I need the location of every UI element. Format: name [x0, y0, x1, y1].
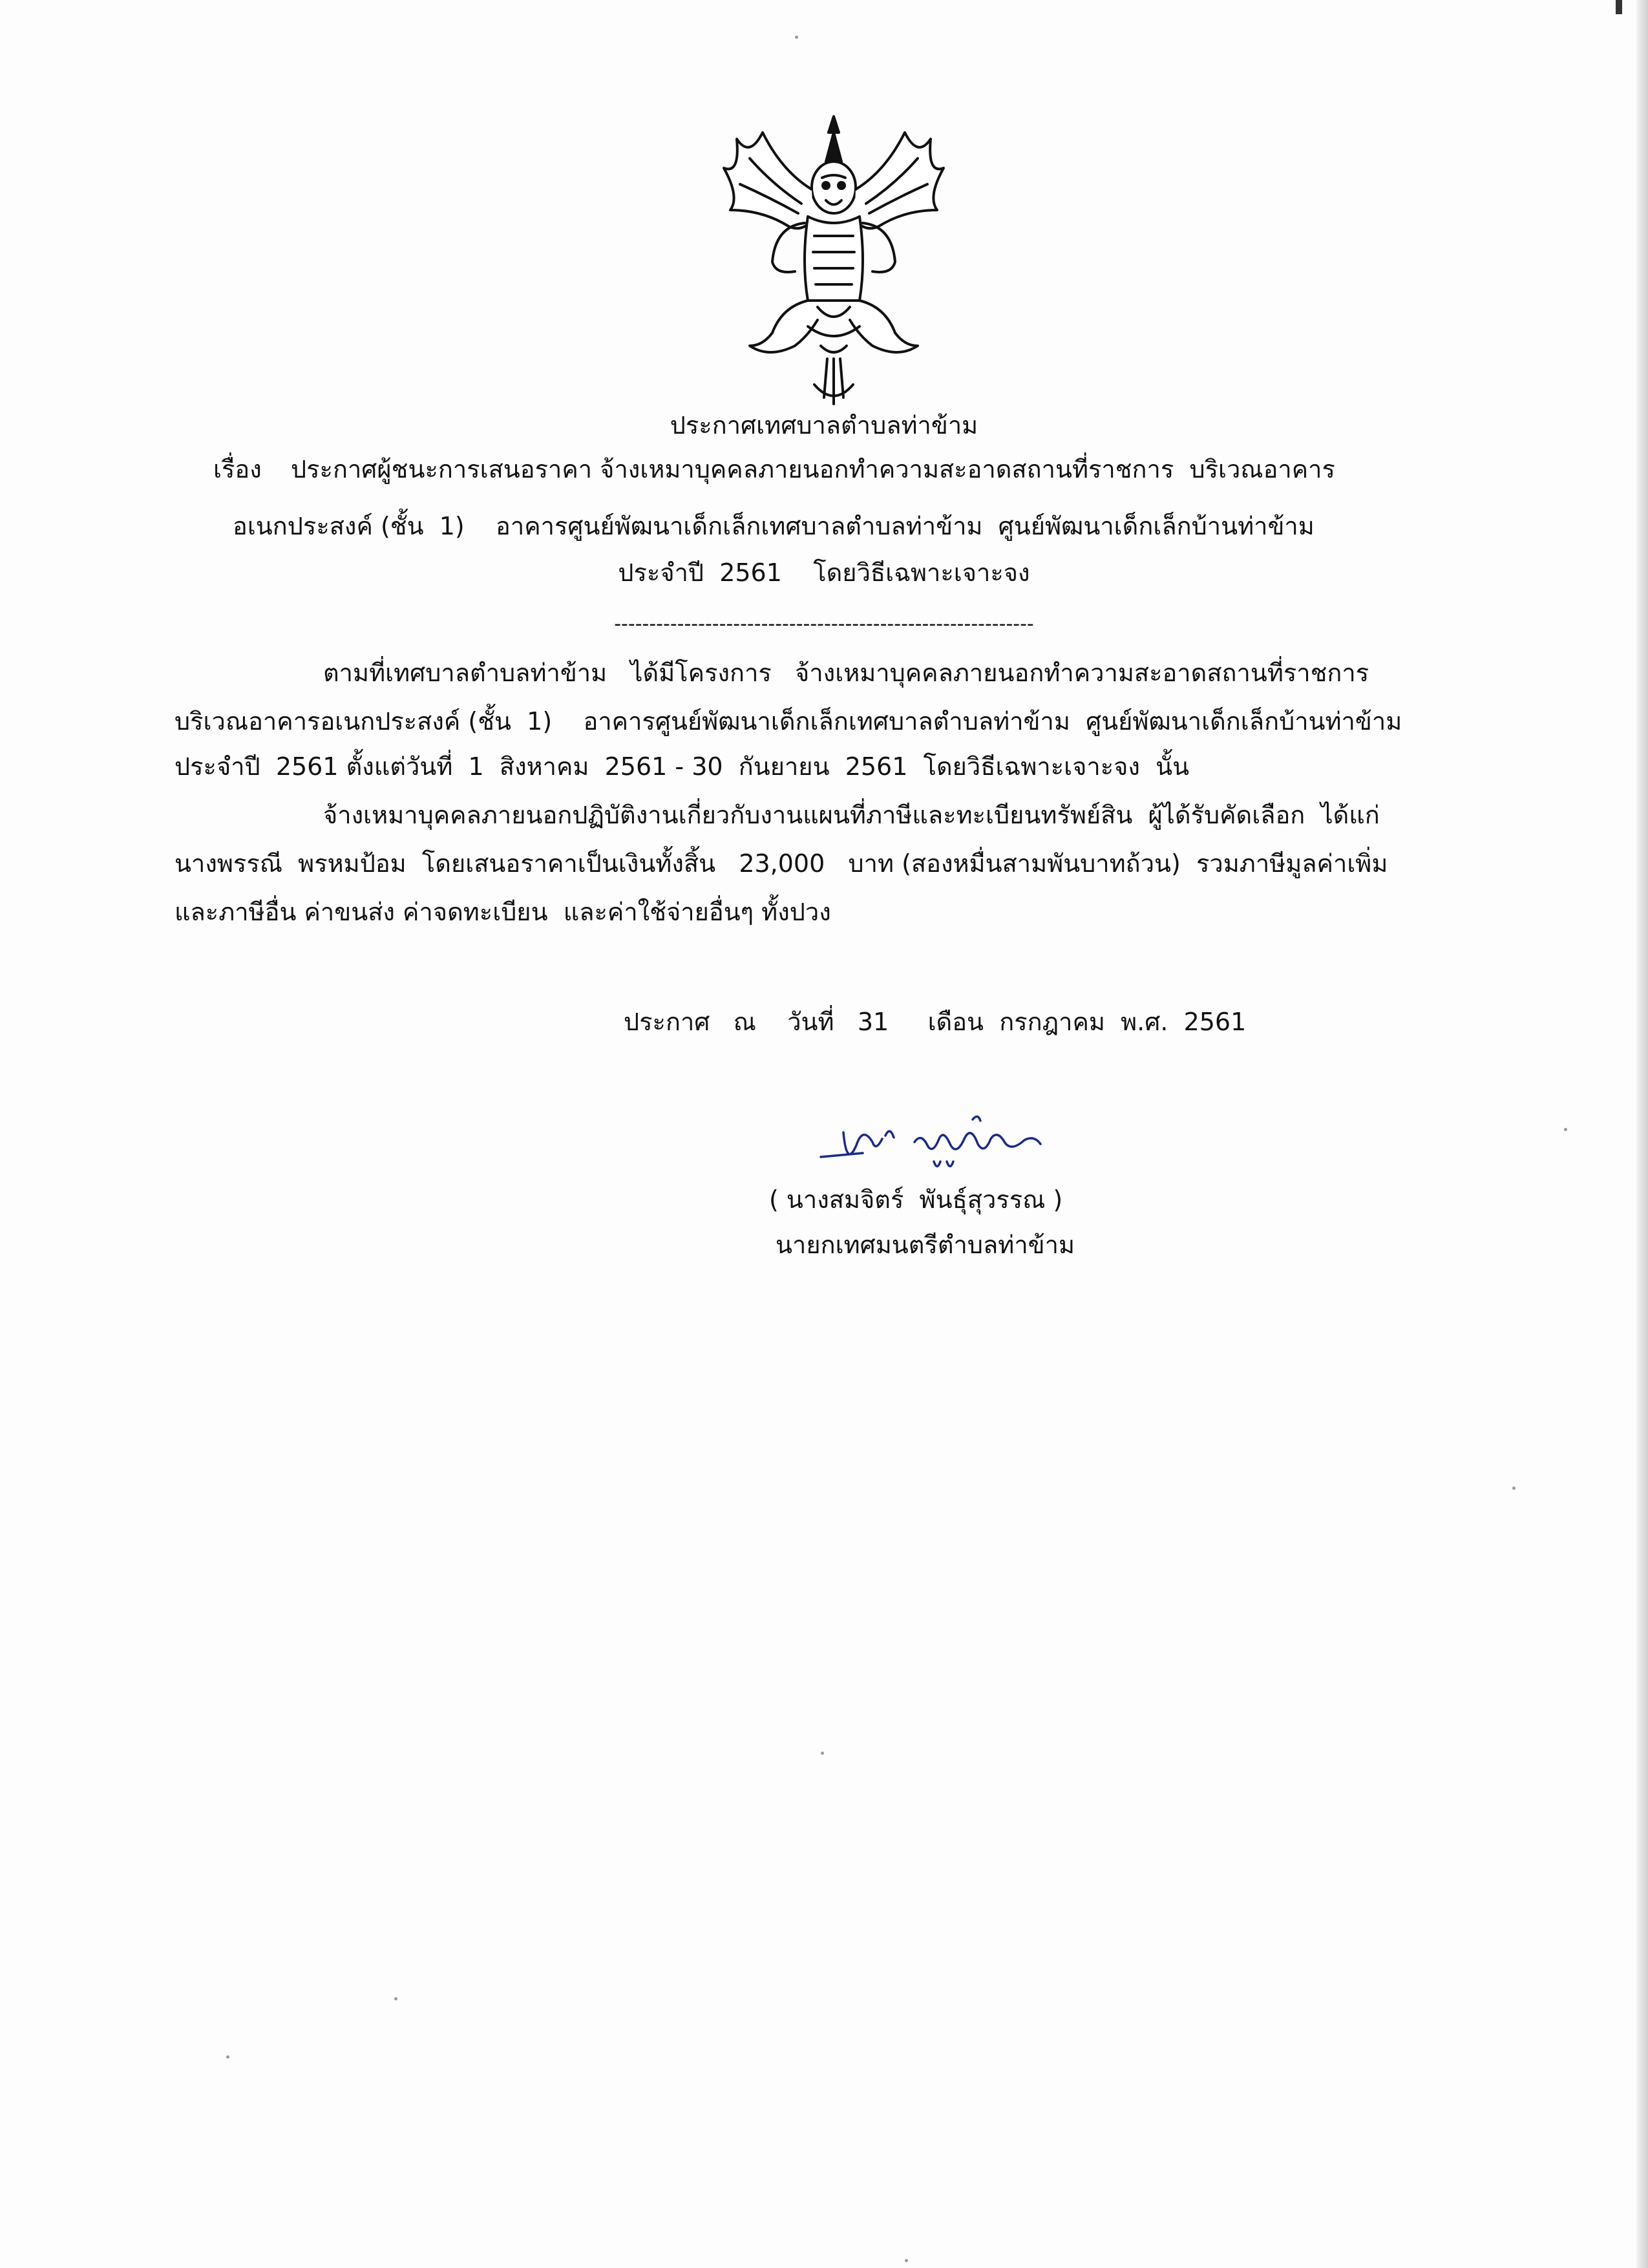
announcement-title: ประกาศเทศบาลตำบลท่าข้าม — [670, 411, 978, 440]
garuda-emblem-icon — [711, 113, 956, 410]
scan-speck — [795, 36, 798, 39]
scan-speck — [1512, 1487, 1516, 1490]
body-paragraph-1-line-3: ประจำปี 2561 ตั้งแต่วันที่ 1 สิงหาคม 2561 - 30 กันยายน 2561 โดยวิธีเฉพาะเจาะจง นั้น — [174, 752, 1190, 781]
body-paragraph-2-line-3: และภาษีอื่น ค่าขนส่ง ค่าจดทะเบียน และค่าใช้จ่ายอื่นๆ ทั้งปวง — [174, 898, 831, 926]
signatory-name: ( นางสมจิตร์ พันธุ์สุวรรณ ) — [769, 1185, 1063, 1214]
subject-line-2: อเนกประสงค์ (ชั้น 1) อาคารศูนย์พัฒนาเด็กเล็กเทศบาลตำบลท่าข้าม ศูนย์พัฒนาเด็กเล็กบ้านท่าข้าม — [233, 512, 1315, 540]
body-paragraph-2-line-2: นางพรรณี พรหมป้อม โดยเสนอราคาเป็นเงินทั้งสิ้น 23,000 บาท (สองหมื่นสามพันบาทถ้วน) รวมภาษีมูลค่าเพิ่ม — [174, 849, 1388, 878]
handwritten-signature — [818, 1107, 1050, 1178]
scan-speck — [1564, 1128, 1567, 1131]
scan-speck — [905, 2259, 908, 2262]
announcement-date: ประกาศ ณ วันที่ 31 เดือน กรกฎาคม พ.ศ. 2561 — [624, 1008, 1247, 1036]
scan-speck — [821, 1752, 824, 1755]
body-paragraph-1-line-2: บริเวณอาคารอเนกประสงค์ (ชั้น 1) อาคารศูนย์พัฒนาเด็กเล็กเทศบาลตำบลท่าข้าม ศูนย์พัฒนาเด็กเล็กบ้านท่าข้าม — [174, 707, 1402, 736]
separator-line: ------------------------------------------------------------ — [614, 613, 1034, 635]
body-paragraph-2-line-1: จ้างเหมาบุคคลภายนอกปฏิบัติงานเกี่ยวกับงานแผนที่ภาษีและทะเบียนทรัพย์สิน ผู้ได้รับคัดเลือก ได้แก่ — [323, 801, 1380, 829]
signatory-position: นายกเทศมนตรีตำบลท่าข้าม — [776, 1231, 1075, 1259]
body-paragraph-1-line-1: ตามที่เทศบาลตำบลท่าข้าม ได้มีโครงการ จ้างเหมาบุคคลภายนอกทำความสะอาดสถานที่ราชการ — [323, 659, 1369, 687]
scan-speck — [394, 1997, 397, 2000]
scan-edge — [1636, 0, 1648, 2268]
subject-line-3: ประจำปี 2561 โดยวิธีเฉพาะเจาะจง — [618, 558, 1030, 587]
subject-label: เรื่อง — [213, 455, 262, 483]
subject-line-1: ประกาศผู้ชนะการเสนอราคา จ้างเหมาบุคคลภายนอกทำความสะอาดสถานที่ราชการ บริเวณอาคาร — [291, 455, 1335, 483]
scan-mark — [1616, 0, 1622, 14]
scan-speck — [226, 2055, 229, 2059]
